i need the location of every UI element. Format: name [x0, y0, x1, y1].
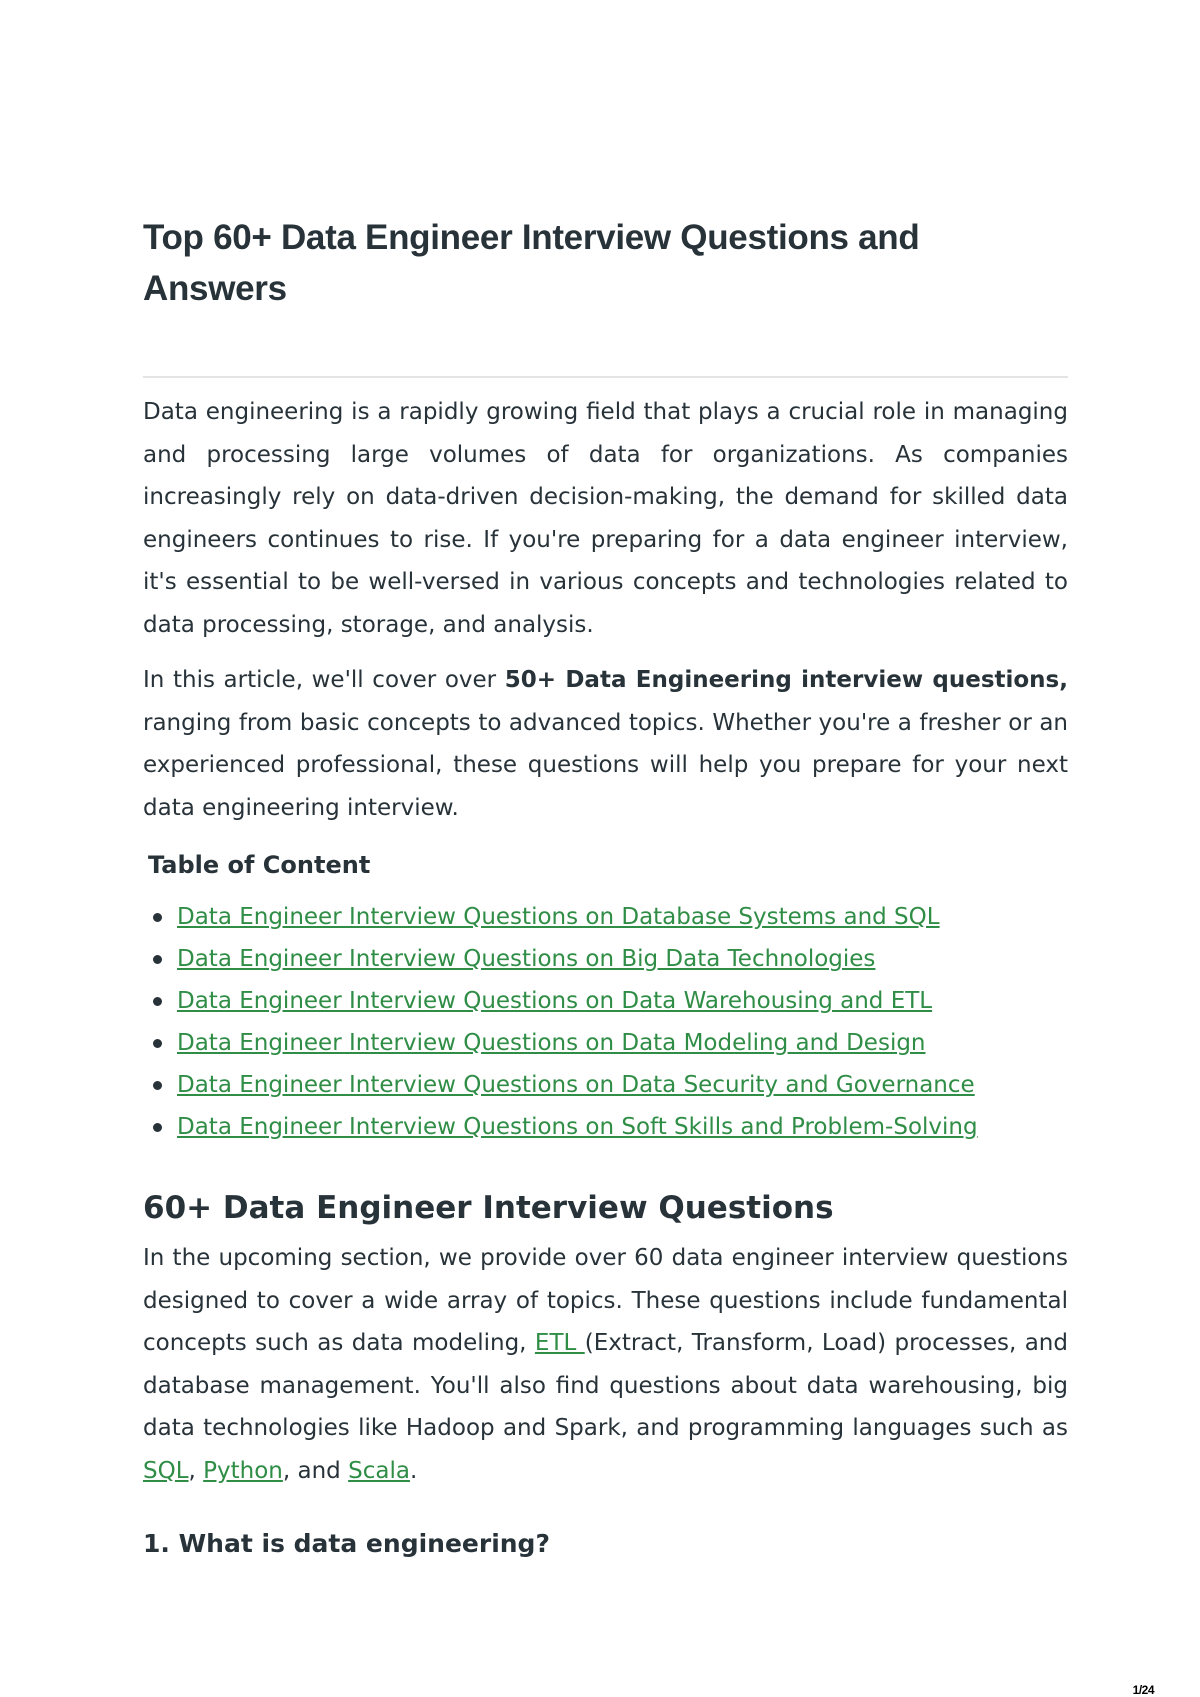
toc-item: [143, 938, 1068, 980]
toc-item: [143, 980, 1068, 1022]
section-paragraph: [143, 1237, 1068, 1492]
toc-link-database-systems[interactable]: Data Engineer Interview Questions on Database Systems and SQL: [177, 904, 940, 930]
toc-link-data-modeling[interactable]: Data Engineer Interview Questions on Data Modeling and Design: [177, 1030, 926, 1056]
question-heading: 1. What is data engineering?: [143, 1529, 550, 1558]
bullet-icon: [153, 997, 162, 1006]
intro-paragraph-2: [143, 659, 1068, 829]
section-text: .: [409, 1457, 418, 1484]
toc-title: Table of Content: [148, 851, 371, 879]
bullet-icon: [153, 1123, 162, 1132]
toc-item: [143, 1106, 1068, 1148]
intro-paragraph: Data engineering is a rapidly growing field that plays a crucial role in managing and processing large volumes of data for organizations. As companies increasingly rely on data-driven decision-making, the demand for skilled data engineers continues to rise. If you're preparing for a data engineer interview, it's essential to be well-versed in various concepts and technologies related to data processing, storage, and analysis.: [143, 399, 1068, 638]
page-number: 1/24: [1132, 1683, 1154, 1697]
intro-text: In this article, we'll cover over: [143, 667, 505, 693]
scala-link[interactable]: Scala: [348, 1457, 410, 1484]
section-text: ,: [188, 1457, 204, 1484]
toc-link-big-data[interactable]: Data Engineer Interview Questions on Big Data Technologies: [177, 946, 876, 972]
bullet-icon: [153, 1039, 162, 1048]
toc-link-warehousing-etl[interactable]: Data Engineer Interview Questions on Data Warehousing and ETL: [177, 988, 933, 1014]
toc-link-security-governance[interactable]: Data Engineer Interview Questions on Data Security and Governance: [177, 1072, 975, 1098]
intro-bold-text: 50+ Data Engineering interview questions,: [504, 667, 1068, 693]
bullet-icon: [153, 913, 162, 922]
bullet-icon: [153, 1081, 162, 1090]
etl-link[interactable]: ETL: [534, 1330, 585, 1356]
toc-item: [143, 896, 1068, 938]
toc-link-soft-skills[interactable]: Data Engineer Interview Questions on Soft Skills and Problem-Solving: [177, 1114, 978, 1140]
toc-item: [143, 1064, 1068, 1106]
section-text: , and: [282, 1457, 349, 1484]
divider: [143, 376, 1068, 378]
toc-item: [143, 1022, 1068, 1064]
python-link[interactable]: Python: [203, 1457, 283, 1484]
table-of-contents: [143, 896, 1068, 1148]
section-text: In the upcoming section, we provide over 60 data engineer interview questions designed to cover a wide array of topics. These questions include fundamental concepts such as data modeling,: [143, 1245, 1068, 1356]
page-title: Top 60+ Data Engineer Interview Questions and Answers: [143, 218, 920, 308]
section-heading: 60+ Data Engineer Interview Questions: [143, 1190, 834, 1226]
sql-link[interactable]: SQL: [143, 1457, 189, 1484]
section-text: (Extract, Transform, Load) processes, and database management. You'll also find questions about data warehousing, big data technologies like Hadoop and Spark, and programming languages such as: [143, 1330, 1068, 1441]
intro-text-rest: ranging from basic concepts to advanced topics. Whether you're a fresher or an experienced professional, these questions will help you prepare for your next data engineering interview.: [143, 709, 1068, 821]
bullet-icon: [153, 955, 162, 964]
